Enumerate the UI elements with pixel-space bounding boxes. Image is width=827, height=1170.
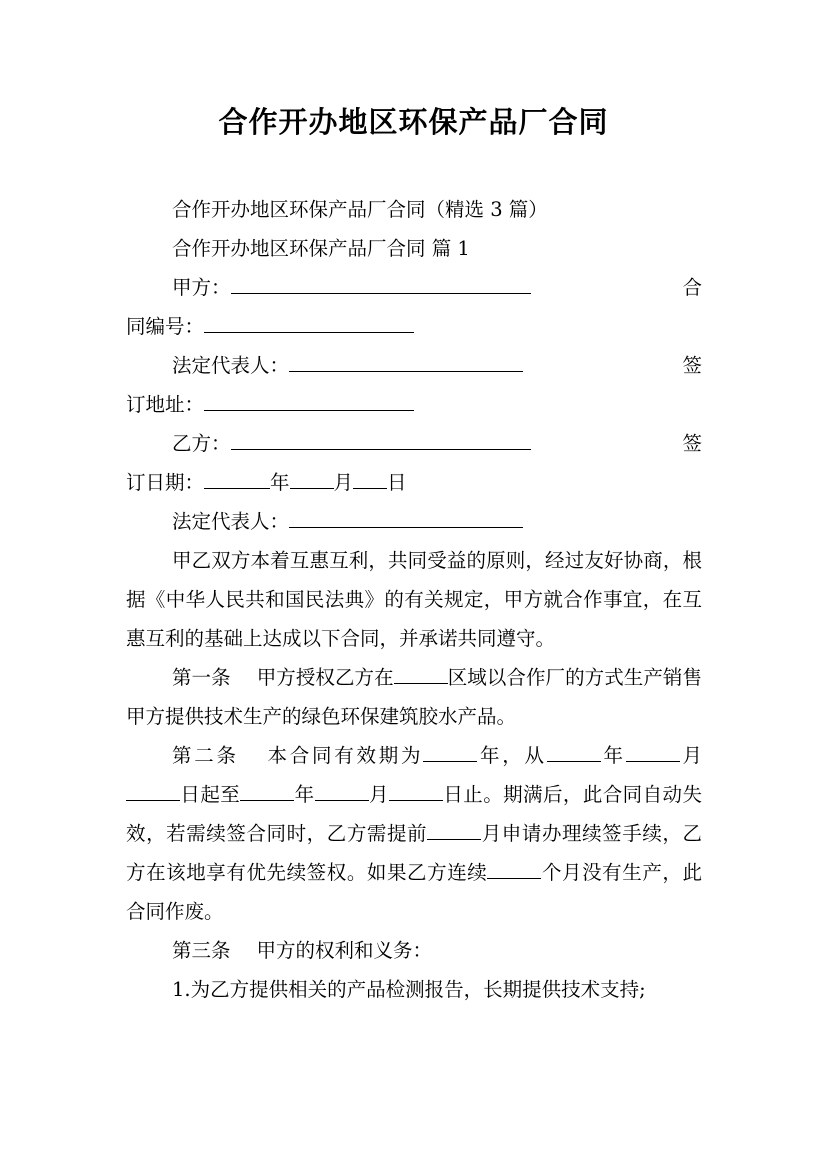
renewal-months-blank [427,821,481,840]
end-month-blank [315,782,369,801]
start-year-blank [547,743,601,762]
article-1-text-a: 甲方授权乙方在 [256,666,394,689]
region-blank [394,665,448,684]
day-blank [353,470,387,489]
legal-rep-b-line [126,502,702,541]
legal-rep-a-blank [289,353,523,372]
party-a-line [126,268,702,307]
contract-no-blank [204,314,414,333]
article-3-title: 第三条 [172,939,231,962]
sign-place-label-part1: 签 [682,354,702,377]
article-2 [126,736,702,931]
article-2-text-4: 月 [679,744,702,767]
sign-date-line [126,463,702,502]
contract-no-label-part1: 合 [682,276,702,299]
contract-no-line [126,307,702,346]
party-a-blank [231,275,531,294]
date-year: 年 [270,471,290,494]
article-2-text-7: 月 [368,783,389,806]
end-year-blank [240,782,294,801]
article-1-text-b: 区域以合作厂的方式生产销售甲方提供技术生产的绿色环保建筑胶水产品。 [126,666,702,728]
sign-date-label-part1: 签 [682,432,702,455]
article-1-title: 第一条 [172,666,231,689]
year-blank [204,470,270,489]
date-month: 月 [333,471,354,494]
article-2-text-5: 日起至 [180,783,241,806]
document-title: 合作开办地区环保产品厂合同 [218,105,609,139]
sign-place-line [126,385,702,424]
article-2-text-6: 年 [294,783,315,806]
start-day-blank [126,782,180,801]
subtitle: 合作开办地区环保产品厂合同（精选 3 篇） [172,198,548,221]
legal-rep-a-line [126,346,702,385]
end-day-blank [389,782,443,801]
article-2-title: 第二条 [172,744,239,767]
term-years-blank [423,743,477,762]
contract-no-label-part2: 同编号： [126,315,205,338]
part-heading-line [126,229,702,268]
article-3-text: 甲方的权利和义务： [256,939,433,962]
sign-place-label-part2: 订地址： [126,393,205,416]
article-2-text-1: 本合同有效期为 [264,744,424,767]
party-b-blank [231,431,531,450]
party-b-line [126,424,702,463]
article-2-text-3: 年 [600,744,626,767]
article-2-text-8: 日止。期满后，此合同自动失效，若需续签合同时，乙方需提前 [126,783,702,845]
part-heading: 合作开办地区环保产品厂合同 篇 1 [172,237,470,260]
month-blank [290,470,334,489]
article-3 [126,931,702,970]
legal-rep-b-label: 法定代表人： [172,510,290,533]
subtitle-line [126,190,702,229]
intro-paragraph: 甲乙双方本着互惠互利，共同受益的原则，经过友好协商，根据《中华人民共和国民法典》的有关规定，甲方就合作事宜，在互惠互利的基础上达成以下合同，并承诺共同遵守。 [126,549,702,650]
legal-rep-a-label: 法定代表人： [172,354,290,377]
document-body [126,190,702,1009]
legal-rep-b-blank [289,509,523,528]
article-2-text-10: 个月没有生产，此合同作废。 [126,861,702,923]
party-b-label: 乙方： [172,432,231,455]
start-month-blank [626,743,680,762]
article-1 [126,658,702,736]
article-3-item-1: 1.为乙方提供相关的产品检测报告，长期提供技术支持; [172,978,646,1001]
article-2-text-9: 月申请办理续签手续，乙方在该地享有优先续签权。如果乙方连续 [126,822,702,884]
sign-place-blank [204,392,414,411]
sign-date-label-part2: 订日期： [126,471,205,494]
date-day: 日 [387,471,407,494]
party-a-label: 甲方： [172,276,231,299]
idle-months-blank [487,860,541,879]
article-2-text-2: 年，从 [477,744,547,767]
